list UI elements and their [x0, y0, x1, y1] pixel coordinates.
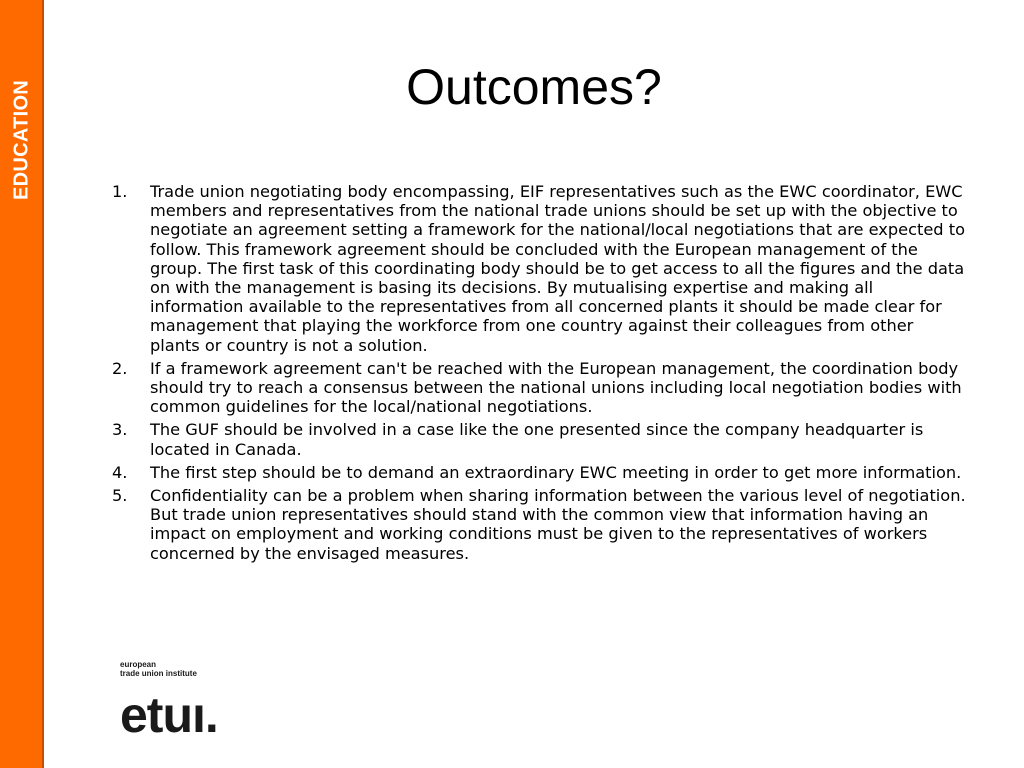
outcome-text: The first step should be to demand an extraordinary EWC meeting in order to get more information. [150, 462, 962, 482]
outcome-number: 5. [112, 486, 128, 506]
outcome-number: 3. [112, 420, 128, 440]
logo-wordmark: etuı. [120, 687, 218, 743]
outcome-item-3 [112, 420, 968, 458]
outcome-number: 1. [112, 182, 128, 201]
outcomes-list [112, 182, 968, 567]
outcome-item-4 [112, 463, 968, 482]
logo-line-european: european [120, 660, 157, 669]
slide-title: Outcomes? [406, 59, 662, 115]
etui-logo [120, 660, 320, 750]
education-label: EDUCATION [10, 79, 33, 201]
outcome-text: Trade union negotiating body encompassing, EIF representatives such as the EWC coordinator, EWC members and representatives from the national trade unions should be set up with the objective to negotiate an agreement setting a framework for the national/local negotiations that are expected to follow. This framework agreement should be concluded with the European management of the group. The first task of this coordinating body should be to get access to all the figures and the data on with the management is basing its decisions. By mutualising expertise and making all information available to the representatives from all concerned plants it should be made clear for management that playing the workforce from one country against their colleagues from other plants or country is not a solution. [150, 182, 965, 355]
education-side-band [0, 0, 44, 768]
outcome-number: 4. [112, 462, 128, 482]
outcome-text: If a framework agreement can't be reached with the European management, the coordination body should try to reach a consensus between the national unions including local negotiation bodies with common guidelines for the local/national negotiations. [150, 358, 962, 417]
outcome-item-2 [112, 359, 968, 417]
outcome-number: 2. [112, 358, 128, 378]
outcome-item-1 [112, 182, 968, 355]
outcome-item-5 [112, 486, 968, 563]
logo-line-institute: trade union institute [120, 669, 197, 678]
outcome-text: Confidentiality can be a problem when sharing information between the various level of negotiation. But trade union representatives should stand with the common view that information having an impact on employment and working conditions must be given to the representatives of workers concerned by the envisaged measures. [150, 486, 966, 563]
outcome-text: The GUF should be involved in a case like the one presented since the company headquarter is located in Canada. [150, 420, 924, 459]
